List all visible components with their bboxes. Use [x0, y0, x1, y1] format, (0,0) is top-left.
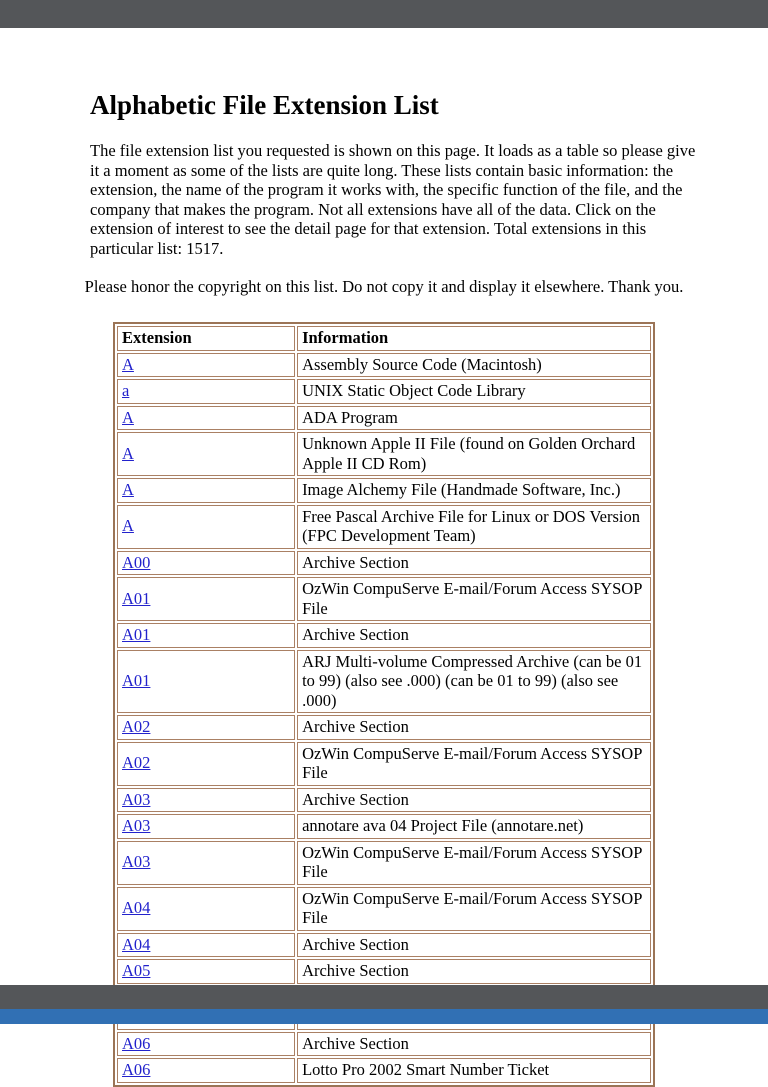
- extension-cell: [117, 577, 295, 621]
- information-cell: Archive Section: [297, 933, 651, 958]
- extension-link[interactable]: A: [122, 516, 134, 536]
- extension-cell: [117, 432, 295, 476]
- information-cell: ARJ Multi-volume Compressed Archive (can be 01 to 99) (also see .000) (can be 01 to 99) (also see .000): [297, 650, 651, 714]
- extension-cell: [117, 788, 295, 813]
- extension-cell: [117, 715, 295, 740]
- table-row: [117, 742, 651, 786]
- information-cell: Archive Section: [297, 623, 651, 648]
- table-row: [117, 505, 651, 549]
- information-cell: annotare ava 04 Project File (annotare.net): [297, 814, 651, 839]
- extension-link[interactable]: a: [122, 381, 130, 400]
- table-row: [117, 650, 651, 714]
- extension-link[interactable]: A03: [122, 816, 151, 835]
- information-cell: OzWin CompuServe E-mail/Forum Access SYSOP File: [297, 742, 651, 786]
- information-cell: OzWin CompuServe E-mail/Forum Access SYSOP File: [297, 887, 651, 931]
- extension-cell: [117, 933, 295, 958]
- extension-link[interactable]: A02: [122, 753, 151, 773]
- table-row: [117, 1032, 651, 1057]
- extension-cell: [117, 551, 295, 576]
- information-cell: Archive Section: [297, 715, 651, 740]
- extension-link[interactable]: A01: [122, 671, 151, 690]
- extension-link[interactable]: A: [122, 443, 134, 463]
- extension-cell: [117, 742, 295, 786]
- extension-table-head: [117, 326, 651, 351]
- extension-link[interactable]: A: [122, 407, 134, 427]
- information-cell: ADA Program: [297, 406, 651, 431]
- extension-link[interactable]: A06: [122, 1033, 151, 1053]
- table-row: [117, 406, 651, 431]
- viewer-top-bar: [0, 0, 768, 28]
- table-row: [117, 432, 651, 476]
- table-row: [117, 814, 651, 839]
- table-row: [117, 551, 651, 576]
- information-cell: OzWin CompuServe E-mail/Forum Access SYSOP File: [297, 577, 651, 621]
- extension-cell: [117, 814, 295, 839]
- information-cell: Archive Section: [297, 1032, 651, 1057]
- extension-cell: [117, 505, 295, 549]
- extension-link[interactable]: A06: [122, 1060, 151, 1079]
- table-row: [117, 577, 651, 621]
- document-page: [0, 28, 768, 1087]
- information-cell: Free Pascal Archive File for Linux or DOS Version (FPC Development Team): [297, 505, 651, 549]
- table-row: [117, 478, 651, 503]
- information-cell: Archive Section: [297, 959, 651, 984]
- extension-cell: [117, 959, 295, 984]
- page-title: Alphabetic File Extension List: [90, 90, 439, 120]
- table-row: [117, 788, 651, 813]
- table-row: [117, 933, 651, 958]
- table-row: [117, 887, 651, 931]
- extension-link[interactable]: A01: [122, 588, 151, 608]
- extension-link[interactable]: A03: [122, 852, 151, 872]
- table-row: [117, 959, 651, 984]
- extension-link[interactable]: A02: [122, 717, 151, 736]
- extension-cell: [117, 623, 295, 648]
- information-cell: Archive Section: [297, 551, 651, 576]
- extension-cell: [117, 478, 295, 503]
- information-cell: Image Alchemy File (Handmade Software, Inc.): [297, 478, 651, 503]
- extension-link[interactable]: A05: [122, 961, 151, 980]
- extension-cell: [117, 1058, 295, 1083]
- extension-cell: [117, 650, 295, 714]
- information-cell: Assembly Source Code (Macintosh): [297, 353, 651, 378]
- extension-cell: [117, 406, 295, 431]
- viewer-bottom-bar: [0, 985, 768, 1024]
- table-row: [117, 1058, 651, 1083]
- extension-cell: [117, 379, 295, 404]
- information-cell: OzWin CompuServe E-mail/Forum Access SYSOP File: [297, 841, 651, 885]
- extension-link[interactable]: A01: [122, 625, 151, 644]
- extension-cell: [117, 1032, 295, 1057]
- copyright-note: Please honor the copyright on this list. Do not copy it and display it elsewhere. Thank you.: [84, 277, 684, 296]
- extension-cell: [117, 353, 295, 378]
- extension-link[interactable]: A03: [122, 789, 151, 809]
- viewer-bottom-gray-strip: [0, 985, 768, 1009]
- extension-column-header: Extension: [117, 326, 295, 351]
- intro-paragraph: The file extension list you requested is shown on this page. It loads as a table so please give it a moment as some of the lists are quite long. These lists contain basic information: the extension, the name of the program it works with, the specific function of the file, and the company that makes the program. Not all extensions have all of the data. Click on the extension of interest to see the detail page for that extension. Total extensions in this particular list: 1517.: [90, 141, 696, 258]
- table-row: [117, 715, 651, 740]
- extension-link[interactable]: A00: [122, 552, 151, 572]
- extension-table-body: [117, 353, 651, 1083]
- extension-link[interactable]: A04: [122, 898, 151, 918]
- table-row: [117, 353, 651, 378]
- table-row: [117, 841, 651, 885]
- extension-table: [113, 322, 655, 1087]
- extension-link[interactable]: A: [122, 354, 134, 374]
- extension-cell: [117, 841, 295, 885]
- information-cell: Lotto Pro 2002 Smart Number Ticket: [297, 1058, 651, 1083]
- extension-cell: [117, 887, 295, 931]
- header-row: [117, 326, 651, 351]
- table-row: [117, 379, 651, 404]
- extension-link[interactable]: A: [122, 480, 134, 499]
- information-cell: Unknown Apple II File (found on Golden Orchard Apple II CD Rom): [297, 432, 651, 476]
- table-row: [117, 623, 651, 648]
- viewer-bottom-blue-strip: [0, 1009, 768, 1024]
- extension-link[interactable]: A04: [122, 934, 151, 954]
- information-column-header: Information: [297, 326, 651, 351]
- information-cell: Archive Section: [297, 788, 651, 813]
- information-cell: UNIX Static Object Code Library: [297, 379, 651, 404]
